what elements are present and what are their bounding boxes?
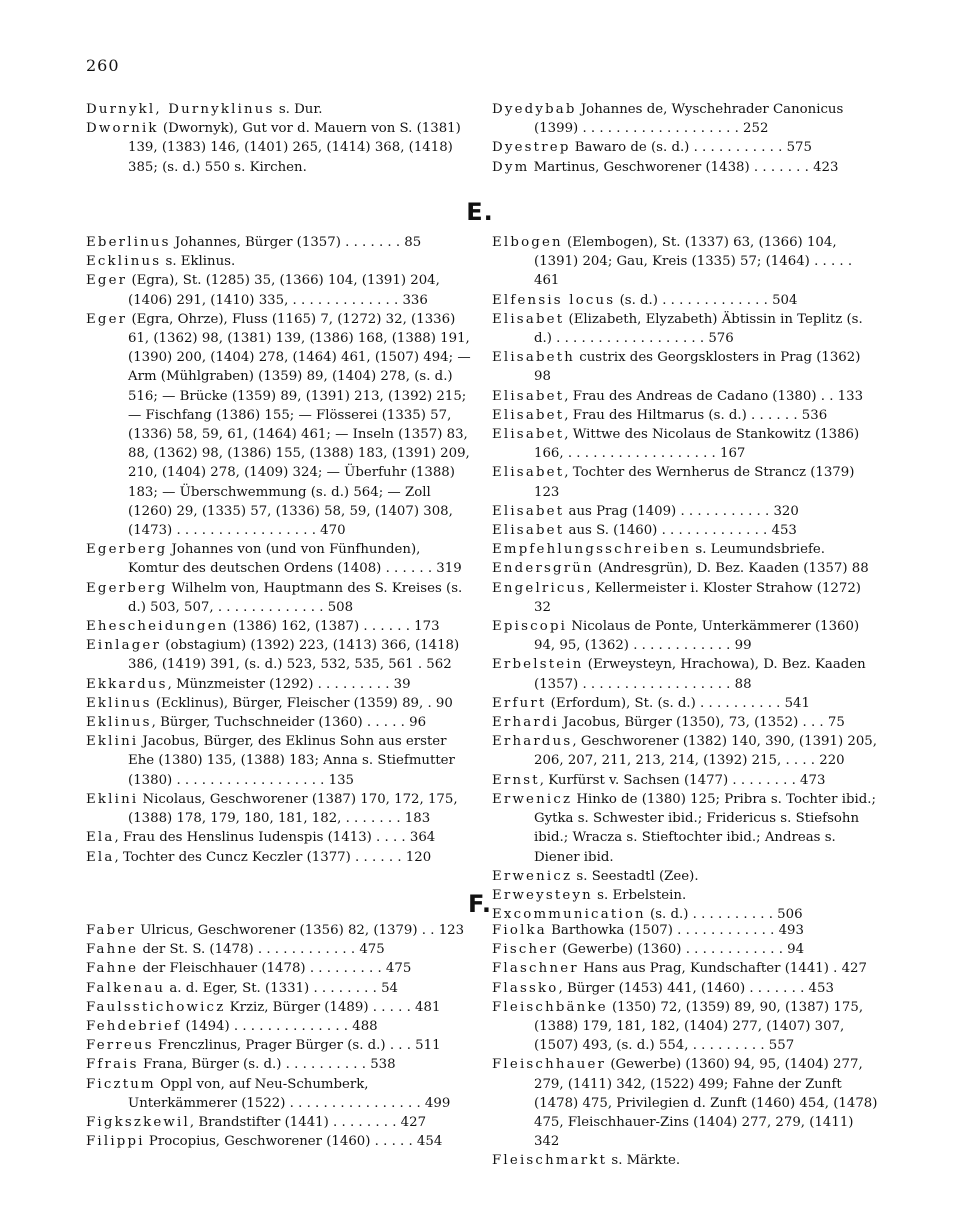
index-entry <box>492 425 878 463</box>
entry-text: (s. d.) . . . . . . . . . . . . . 504 <box>615 292 798 308</box>
entry-headword: Elisabet <box>492 427 565 443</box>
entry-text: (Egra, Ohrze), Fluss (1165) 7, (1272) 32, (1336) 61, (1362) 98, (1381) 139, (1386) 168, (1388) 191, (1390) 200, (1404) 278, (1464) 461, (1507) 494; — Arm (Mühlgraben) (1359) 89, (1404) 278, (s. d.) 516; — Brücke (1359) 89, (1391) 213, (1392) 215; — Fischfang (1386) 155; — Flösserei (1335) 57, (1336) 58, 59, 61, (1464) 461; — Inseln (1357) 83, 88, (1362) 98, (1386) 155, (1388) 183, (1391) 209, 210, (1404) 278, (1409) 324; — Überfuhr (1388) 183; — Überschwemmung (s. d.) 564; — Zoll (1260) 29, (1335) 57, (1336) 58, 59, (1407) 308, (1473) . . . . . . . . . . . . . . . . . 470 <box>127 311 471 539</box>
entry-text: s. Erbelstein. <box>592 887 687 903</box>
index-entry <box>86 252 472 271</box>
entry-headword: Eger <box>86 273 128 289</box>
entry-headword: Faulsstichowicz <box>86 999 226 1015</box>
entry-text: , Frau des Andreas de Cadano (1380) . . 133 <box>564 388 864 404</box>
entry-headword: Eberlinus <box>86 235 171 250</box>
entry-text: (Ecklinus), Bürger, Fleischer (1359) 89, . 90 <box>151 695 453 711</box>
entry-headword: Erwenicz <box>492 791 573 807</box>
entry-headword: Episcopi <box>492 619 568 635</box>
section-f-left-column <box>86 921 472 1171</box>
entry-headword: Elisabet <box>492 311 565 327</box>
entry-headword: Erwenicz <box>492 868 573 884</box>
index-entry <box>86 694 472 713</box>
index-entry <box>492 979 878 998</box>
index-entry <box>492 694 878 713</box>
entry-headword: Ecklinus <box>86 254 162 270</box>
index-entry <box>86 100 472 119</box>
entry-text: Martinus, Geschworener (1438) . . . . . . . 423 <box>529 159 839 175</box>
entry-headword: Fleischbänke <box>492 999 608 1015</box>
index-entry <box>492 771 878 790</box>
index-entry <box>492 1151 878 1170</box>
entry-headword: Erweysteyn <box>492 887 593 903</box>
entry-headword: Egerberg <box>86 542 168 558</box>
entry-headword: Flaschner <box>492 961 579 977</box>
entry-headword: Ferreus <box>86 1038 154 1054</box>
entry-headword: Ela <box>86 849 115 865</box>
entry-text: (Erfordum), St. (s. d.) . . . . . . . . . . 541 <box>546 695 810 711</box>
entry-text: Frana, Bürger (s. d.) . . . . . . . . . . 538 <box>138 1057 396 1073</box>
index-entry <box>492 387 878 406</box>
section-d-right-column <box>492 100 878 177</box>
index-entry <box>492 291 878 310</box>
entry-headword: Falkenau <box>86 980 166 996</box>
entry-headword: Eklinus <box>86 715 152 731</box>
entry-headword: Fleischhauer <box>492 1057 607 1073</box>
entry-text: (s. d.) . . . . . . . . . . 506 <box>645 907 803 923</box>
index-entry <box>86 998 472 1017</box>
entry-text: aus S. (1460) . . . . . . . . . . . . . 453 <box>564 523 797 539</box>
index-entry <box>492 406 878 425</box>
index-entry <box>86 310 472 540</box>
entry-headword: Einlager <box>86 638 162 654</box>
index-entry <box>86 1036 472 1055</box>
entry-headword: Fahne <box>86 961 139 977</box>
index-entry <box>86 828 472 847</box>
section-f <box>86 921 878 1171</box>
index-entry <box>492 463 878 501</box>
index-entry <box>492 138 878 157</box>
entry-text: (obstagium) (1392) 223, (1413) 366, (1418) 386, (1419) 391, (s. d.) 523, 532, 535, 561 . 562 <box>128 638 460 673</box>
entry-headword: Ekkardus <box>86 676 168 692</box>
index-entry <box>492 559 878 578</box>
entry-text: (Elizabeth, Elyzabeth) Äbtissin in Teplitz (s. d.) . . . . . . . . . . . . . . . . . . 576 <box>534 311 863 347</box>
entry-headword: Fahne <box>86 942 139 958</box>
index-entry <box>492 233 878 291</box>
entry-text: custrix des Georgsklosters in Prag (1362) 98 <box>534 350 861 385</box>
entry-text: (Elembogen), St. (1337) 63, (1366) 104, (1391) 204; Gau, Kreis (1335) 57; (1464) . . . . . 461 <box>534 235 853 289</box>
index-entry <box>86 233 472 252</box>
entry-text: Johannes von (und von Fünfhunden), Komtur des deutschen Ordens (1408) . . . . . . 319 <box>128 542 462 577</box>
entry-text: , Tochter des Cuncz Keczler (1377) . . . . . . 120 <box>114 849 432 865</box>
entry-text: Oppl von, auf Neu-Schumberk, Unterkämmerer (1522) . . . . . . . . . . . . . . . . 499 <box>128 1076 451 1111</box>
index-entry <box>86 940 472 959</box>
entry-headword: Dym <box>492 159 530 175</box>
entry-text: Krziz, Bürger (1489) . . . . . 481 <box>225 999 441 1015</box>
entry-headword: Erhardus <box>492 734 573 750</box>
entry-text: (Gewerbe) (1360) . . . . . . . . . . . . 94 <box>557 942 805 958</box>
entry-headword: Ficztum <box>86 1076 156 1092</box>
entry-text: Barthowka (1507) . . . . . . . . . . . . 493 <box>546 923 804 938</box>
entry-text: , Wittwe des Nicolaus de Stankowitz (1386) 166, . . . . . . . . . . . . . . . . . . 167 <box>534 427 860 462</box>
entry-headword: Ehescheidungen <box>86 619 229 635</box>
index-entry <box>86 579 472 617</box>
entry-headword: Dyedybab <box>492 102 577 117</box>
entry-headword: Faber <box>86 923 136 938</box>
entry-text: , Tochter des Wernherus de Strancz (1379) 123 <box>534 465 855 500</box>
entry-text: , Bürger (1453) 441, (1460) . . . . . . . 453 <box>558 980 834 996</box>
index-entry <box>86 617 472 636</box>
entry-text: , Bürger, Tuchschneider (1360) . . . . . 96 <box>151 715 427 731</box>
section-d <box>86 100 878 177</box>
entry-headword: Elisabeth <box>492 350 576 366</box>
index-entry <box>492 521 878 540</box>
entry-text: Jacobus, Bürger, des Eklinus Sohn aus erster Ehe (1380) 135, (1388) 183; Anna s. Stiefmutter (1380) . . . . . . . . . . . . . . . . . . 135 <box>128 734 455 788</box>
entry-text: Johannes de, Wyschehrader Canonicus (1399) . . . . . . . . . . . . . . . . . . . 252 <box>534 102 844 137</box>
entry-headword: Elisabet <box>492 388 565 404</box>
entry-headword: Fleischmarkt <box>492 1153 608 1169</box>
entry-text: aus Prag (1409) . . . . . . . . . . . 320 <box>564 503 799 519</box>
entry-headword: Eger <box>86 311 128 327</box>
index-entry <box>492 867 878 886</box>
entry-headword: Eklinus <box>86 695 152 711</box>
index-entry <box>86 713 472 732</box>
entry-text: , Brandstifter (1441) . . . . . . . . 427 <box>189 1115 427 1131</box>
entry-text: s. Dur. <box>274 102 323 117</box>
entry-headword: Engelricus <box>492 580 587 596</box>
entry-text: Bawaro de (s. d.) . . . . . . . . . . . 575 <box>570 140 812 156</box>
page-number: 260 <box>86 56 120 75</box>
entry-text: (1386) 162, (1387) . . . . . . 173 <box>228 619 440 635</box>
index-entry <box>86 119 472 177</box>
entry-headword: Elbogen <box>492 235 563 250</box>
entry-text: (1350) 72, (1359) 89, 90, (1387) 175, (1388) 179, 181, 182, (1404) 277, (1407) 307, (1507) 493, (s. d.) 554, . . . . . . . . . 557 <box>534 999 864 1054</box>
section-e-left-column <box>86 233 472 924</box>
entry-headword: Ela <box>86 830 115 846</box>
entry-text: Wilhelm von, Hauptmann des S. Kreises (s. d.) 503, 507, . . . . . . . . . . . . . 508 <box>128 580 463 615</box>
section-d-left-column <box>86 100 472 177</box>
index-entry <box>86 540 472 578</box>
entry-headword: Ffrais <box>86 1057 139 1073</box>
section-f-right-column <box>492 921 878 1171</box>
entry-text: (Gewerbe) (1360) 94, 95, (1404) 277, 279, (1411) 342, (1522) 499; Fahne der Zunft (1478) 475, Privilegien d. Zunft (1460) 454, (1478) 475, Fleischhauer-Zins (1404) 277, 279, (1411) 342 <box>534 1057 878 1150</box>
index-entry <box>492 940 878 959</box>
entry-text: Johannes, Bürger (1357) . . . . . . . 85 <box>170 235 422 250</box>
entry-text: der Fleischhauer (1478) . . . . . . . . . 475 <box>138 961 412 977</box>
entry-text: Hinko de (1380) 125; Pribra s. Tochter ibid.; Gytka s. Schwester ibid.; Fridericus s. Stiefsohn ibid.; Wracza s. Stieftochter ibid.; Andreas s. Diener ibid. <box>534 791 876 865</box>
entry-headword: Egerberg <box>86 580 168 596</box>
entry-headword: Elisabet <box>492 523 565 539</box>
index-entry <box>86 271 472 309</box>
entry-headword: Elfensis locus <box>492 292 616 308</box>
entry-headword: Filippi <box>86 1134 145 1150</box>
entry-text: der St. S. (1478) . . . . . . . . . . . . 475 <box>138 942 385 958</box>
index-entry <box>86 790 472 828</box>
index-entry <box>86 848 472 867</box>
index-entry <box>492 348 878 386</box>
index-entry <box>492 617 878 655</box>
entry-text: (Andresgrün), D. Bez. Kaaden (1357) 88 <box>593 561 869 577</box>
index-entry <box>86 959 472 978</box>
index-entry <box>492 959 878 978</box>
entry-headword: Elisabet <box>492 465 565 481</box>
index-entry <box>86 732 472 790</box>
entry-headword: Fehdebrief <box>86 1019 182 1035</box>
entry-headword: Figkszkewil <box>86 1115 190 1131</box>
index-entry <box>492 579 878 617</box>
entry-headword: Empfehlungsschreiben <box>492 542 692 558</box>
entry-text: Nicolaus, Geschworener (1387) 170, 172, 175, (1388) 178, 179, 180, 181, 182, . . . . . . . 183 <box>128 791 458 827</box>
entry-text: , Kurfürst v. Sachsen (1477) . . . . . . . . 473 <box>539 772 826 788</box>
index-entry <box>492 998 878 1056</box>
entry-text: s. Märkte. <box>607 1153 681 1169</box>
entry-headword: Dwornik <box>86 121 159 137</box>
index-entry <box>86 675 472 694</box>
index-entry <box>86 1017 472 1036</box>
entry-headword: Flassko <box>492 980 559 996</box>
index-entry <box>492 540 878 559</box>
letter-heading-f: F. <box>468 890 492 918</box>
entry-text: (Dwornyk), Gut vor d. Mauern von S. (1381) 139, (1383) 146, (1401) 265, (1414) 368, (1418) 385; (s. d.) 550 s. Kirchen. <box>128 121 461 175</box>
index-entry <box>492 921 878 940</box>
section-e-right-column <box>492 233 878 924</box>
entry-text: , Kellermeister i. Kloster Strahow (1272) 32 <box>534 580 861 615</box>
entry-headword: Elisabet <box>492 503 565 519</box>
index-entry <box>492 713 878 732</box>
entry-text: s. Seestadtl (Zee). <box>572 868 699 884</box>
entry-headword: Durnykl, Durnyklinus <box>86 102 275 117</box>
entry-text: Procopius, Geschworener (1460) . . . . . 454 <box>144 1134 443 1150</box>
index-entry <box>492 1055 878 1151</box>
index-entry <box>86 1113 472 1132</box>
index-entry <box>492 158 878 177</box>
entry-text: Hans aus Prag, Kundschafter (1441) . 427 <box>578 961 867 977</box>
index-entry <box>492 655 878 693</box>
entry-headword: Fiolka <box>492 923 547 938</box>
entry-text: (Erweysteyn, Hrachowa), D. Bez. Kaaden (1357) . . . . . . . . . . . . . . . . . . 88 <box>534 657 866 692</box>
entry-headword: Endersgrün <box>492 561 594 577</box>
entry-headword: Erbelstein <box>492 657 584 673</box>
section-e <box>86 233 878 924</box>
index-entry <box>86 636 472 674</box>
entry-text: a. d. Eger, St. (1331) . . . . . . . . 54 <box>165 980 398 996</box>
entry-text: , Frau des Henslinus Iudenspis (1413) . . . . 364 <box>114 830 436 846</box>
entry-headword: Ernst <box>492 772 540 788</box>
entry-headword: Dyestrep <box>492 140 571 156</box>
index-entry <box>492 732 878 770</box>
entry-headword: Elisabet <box>492 407 565 423</box>
index-entry <box>86 1055 472 1074</box>
entry-text: Ulricus, Geschworener (1356) 82, (1379) . . 123 <box>136 923 465 938</box>
entry-text: , Münzmeister (1292) . . . . . . . . . 39 <box>167 676 411 692</box>
entry-text: Frenczlinus, Prager Bürger (s. d.) . . . 511 <box>153 1038 441 1054</box>
entry-headword: Excommunication <box>492 907 646 923</box>
entry-text: Jacobus, Bürger (1350), 73, (1352) . . . 75 <box>559 715 845 731</box>
index-entry <box>492 790 878 867</box>
index-entry <box>86 979 472 998</box>
entry-text: Nicolaus de Ponte, Unterkämmerer (1360) 94, 95, (1362) . . . . . . . . . . . . 99 <box>534 619 860 654</box>
index-entry <box>86 1075 472 1113</box>
entry-text: (1494) . . . . . . . . . . . . . . 488 <box>181 1019 378 1035</box>
index-entry <box>86 921 472 940</box>
entry-headword: Fischer <box>492 942 558 958</box>
entry-text: s. Eklinus. <box>161 254 236 270</box>
entry-headword: Erhardi <box>492 715 560 731</box>
entry-text: , Frau des Hiltmarus (s. d.) . . . . . . 536 <box>564 407 828 423</box>
entry-text: s. Leumundsbriefe. <box>691 542 826 558</box>
entry-headword: Eklini <box>86 734 139 750</box>
index-entry <box>492 100 878 138</box>
letter-heading-e: E. <box>466 198 494 226</box>
entry-text: (Egra), St. (1285) 35, (1366) 104, (1391) 204, (1406) 291, (1410) 335, . . . . . . . . . . . . . 336 <box>127 273 440 308</box>
entry-headword: Eklini <box>86 791 139 807</box>
entry-headword: Erfurt <box>492 695 547 711</box>
index-entry <box>86 1132 472 1151</box>
index-entry <box>492 310 878 348</box>
entry-text: , Geschworener (1382) 140, 390, (1391) 205, 206, 207, 211, 213, 214, (1392) 215, . . . . 220 <box>534 734 877 769</box>
index-entry <box>492 502 878 521</box>
